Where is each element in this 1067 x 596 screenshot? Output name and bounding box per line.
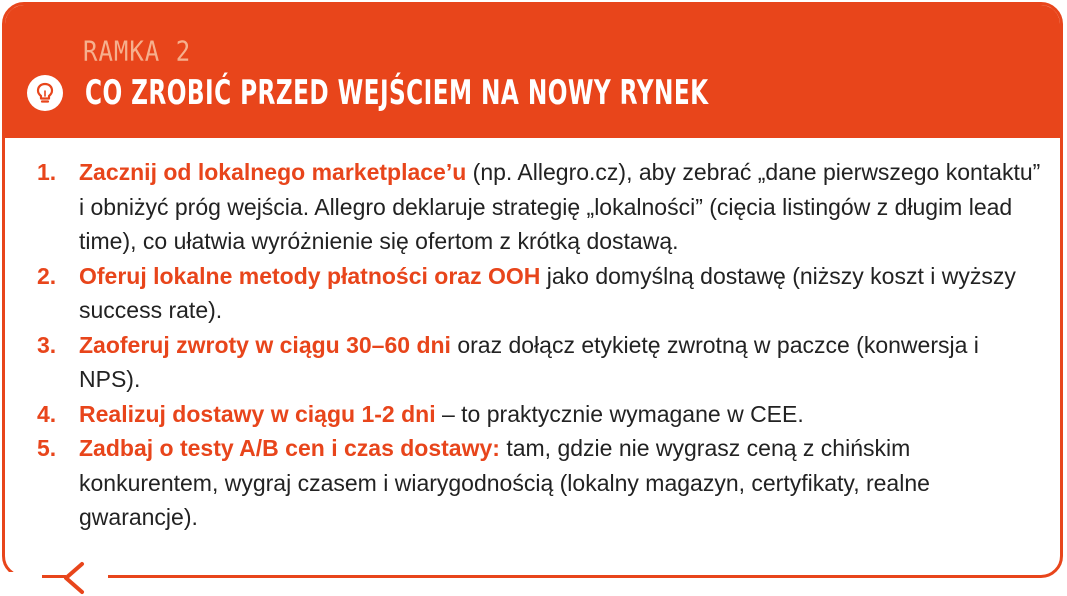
list-item	[37, 328, 1042, 397]
box-title: CO ZROBIĆ PRZED WEJŚCIEM NA NOWY RYNEK	[85, 73, 709, 113]
item-text: tam, gdzie nie wygrasz ceną z chińskim konkurentem, wygraj czasem i wiarygodnością (lokalny magazyn, certyfikaty, realne gwarancje).	[79, 435, 930, 530]
item-text: jako domyślną dostawę (niższy koszt i wyższy success rate).	[79, 262, 1016, 323]
item-highlight: Oferuj lokalne metody płatności oraz OOH	[79, 262, 541, 289]
tips-list	[37, 155, 1042, 535]
back-arrow-icon	[0, 560, 110, 596]
title-row	[27, 75, 810, 111]
item-number: 4.	[37, 400, 57, 427]
item-text: – to praktycznie wymagane w CEE.	[435, 400, 804, 427]
item-number: 1.	[37, 159, 57, 185]
list-item	[37, 155, 1042, 259]
list-item	[37, 397, 1042, 432]
item-highlight: Realizuj dostawy w ciągu 1-2 dni	[79, 400, 436, 427]
item-text: oraz dołącz etykietę zwrotną w paczce (konwersja i NPS).	[79, 331, 979, 392]
item-number: 2.	[37, 262, 57, 289]
item-highlight: Zadbaj o testy A/B cen i czas dostawy:	[79, 435, 500, 461]
box-label: RAMKA 2	[83, 35, 192, 68]
item-highlight: Zacznij od lokalnego marketplace’u	[79, 159, 467, 185]
list-item	[37, 431, 1042, 535]
item-number: 3.	[37, 331, 57, 358]
list-item	[37, 259, 1042, 328]
info-box	[2, 2, 1063, 578]
item-highlight: Zaoferuj zwroty w ciągu 30–60 dni	[79, 331, 451, 358]
item-number: 5.	[37, 435, 57, 461]
item-text: (np. Allegro.cz), aby zebrać „dane pierwszego kontaktu” i obniżyć próg wejścia. Allegro deklaruje strategię „lokalności” (cięcia listingów z długim lead time), co ułatwia wyróżnienie się ofertom z krótką dostawą.	[79, 159, 1041, 254]
lightbulb-icon	[27, 75, 63, 111]
box-header	[5, 5, 1060, 138]
